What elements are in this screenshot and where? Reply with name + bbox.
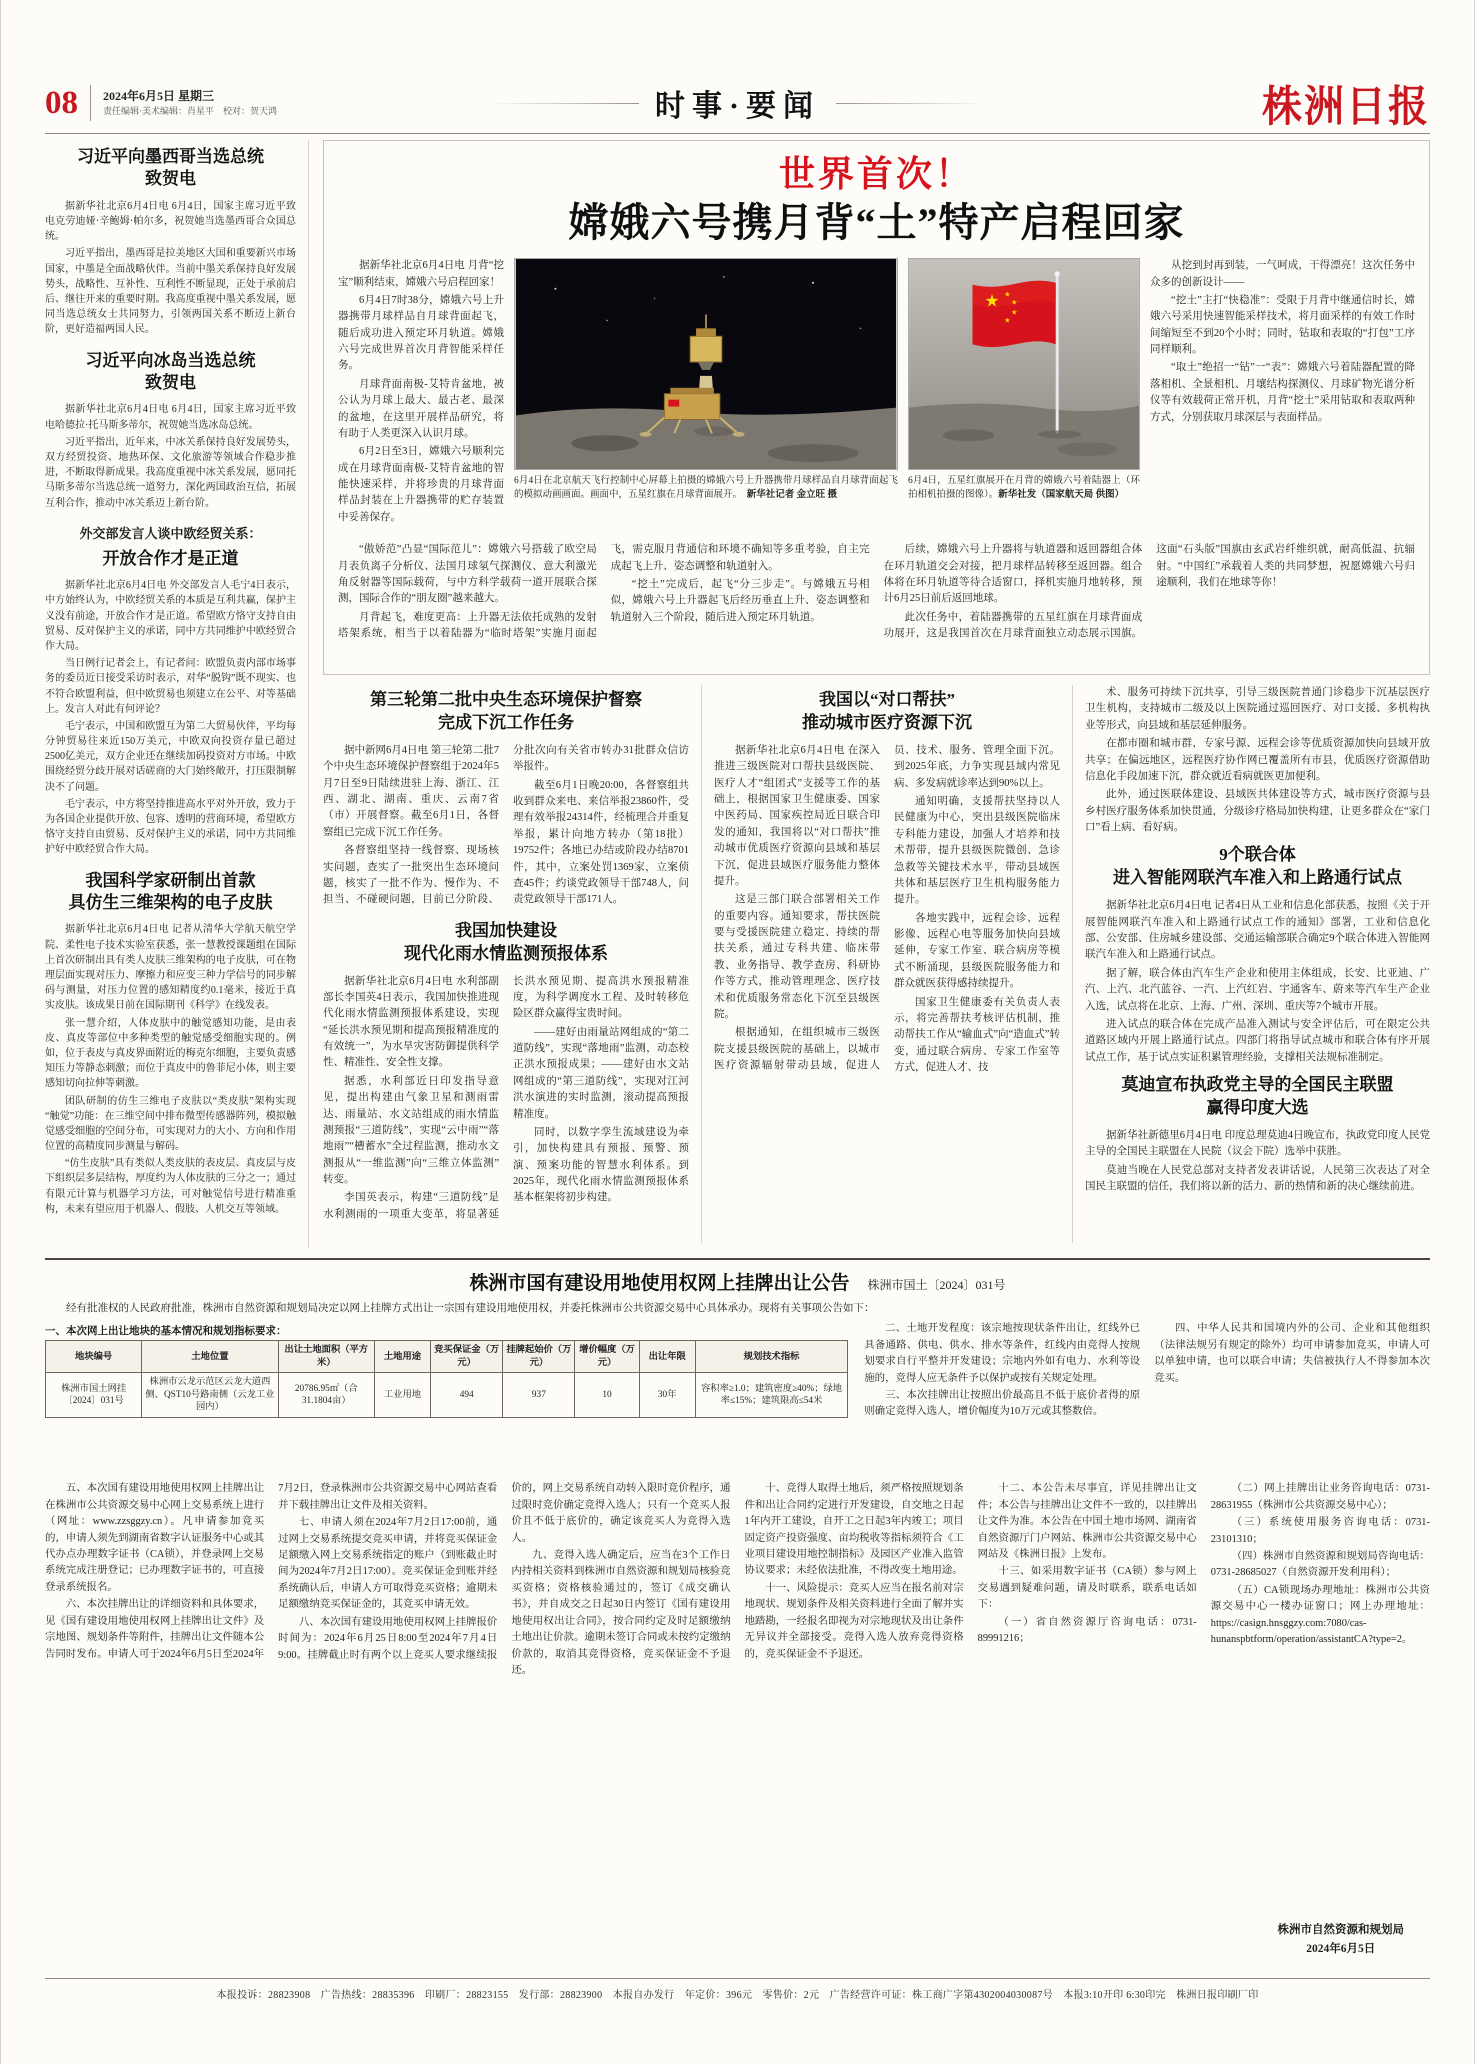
- middle-column-1: [323, 685, 701, 1243]
- story-photo-row: [338, 258, 1415, 534]
- paragraph: 根据通知，在组织城市三级医院支援县级医院的基础上，以城市医疗资源辐射带动县域，促进人员、技术、服务、管理全面下沉。到2025年底，力争实现县域内常见病、多发病就诊率达到90%以上。: [714, 744, 1060, 1071]
- table-header-cell: 增价幅度（万元）: [575, 1341, 639, 1373]
- paragraph: 十一、风险提示：竞买人应当在报名前对宗地现状、规划条件及相关资料进行全面了解并实地踏勘，一经报名即视为对宗地现状及出让条件无异议并全部接受。竞得入选人放弃竞得资格的，竞买保证金不予退还。: [744, 1582, 964, 1660]
- table-cell: 容积率≥1.0；建筑密度≥40%；绿地率≤15%；建筑限高≤54米: [695, 1373, 848, 1418]
- paragraph: 进入试点的联合体在完成产品准入测试与安全评估后，可在限定公共道路区域内开展上路通行试点。四部门将指导试点城市和联合体有序开展试点工作，基于试点实证积累管理经验，支撑相关法规标准制定。: [1085, 1018, 1430, 1063]
- paragraph: 李国英表示，构建“三道防线”是水利测雨的一项重大变革，将显著延长洪水预见期、提高洪水预报精准度，为科学调度水工程、及时转移危险区群众赢得宝贵时间。: [323, 975, 689, 1220]
- paragraph: 习近平指出，墨西哥是拉美地区大国和重要新兴市场国家，中墨是全面战略伙伴。当前中墨关系保持良好发展势头，战略性、互补性、互利性不断显现，正处于承前启后、继往开来的重要时期。我高度重视中墨关系发展，愿同当选总统女士共同努力，引领两国关系不断迈上新台阶，更好造福两国人民。: [45, 248, 296, 336]
- paragraph: 此次任务中，着陆器携带的五星红旗在月球背面成功展开，这是我国首次在月球背面独立动态展示国旗。这面“石头版”国旗由玄武岩纤维织就，耐高低温、抗辐射。“中国红”承载着人类的共同梦想，祝愿嫦娥六号归途顺利，我们在地球等你！: [883, 544, 1415, 640]
- paragraph: 据新华社北京6月4日电 6月4日，国家主席习近平致电克劳迪娅·辛鲍姆·帕尔多，祝贺她当选墨西哥合众国总统。: [45, 200, 296, 243]
- table-header-cell: 竞买保证金（万元）: [431, 1341, 503, 1373]
- table-header-cell: 挂牌起始价（万元）: [503, 1341, 575, 1373]
- svg-text:★: ★: [1004, 291, 1011, 299]
- medical-article-continued: [1085, 685, 1430, 836]
- paragraph: 6月2日至3日，嫦娥六号顺利完成在月球背面南极-艾特肯盆地的智能快速采样，并将珍贵的月球背面样品封装在上升器携带的贮存装置中妥善保存。: [338, 446, 504, 523]
- article-body: [45, 199, 296, 338]
- article-title: 我国加快建设 现代化雨水情监测预报体系: [404, 920, 608, 963]
- article-modi-election: [1085, 1074, 1430, 1195]
- paragraph: 6月4日7时38分，嫦娥六号上升器携带月球样品自月球背面起飞，随后成功进入预定环月轨道。嫦娥六号完成世界首次月背智能采样任务。: [338, 294, 504, 372]
- article-title: 我国科学家研制出首款 具仿生三维架构的电子皮肤: [68, 870, 273, 912]
- paragraph: 毛宁表示，中国和欧盟互为第二大贸易伙伴，平均每分钟贸易往来近150万美元，中欧双向投资存量已超过2500亿美元，双方企业还在继续加码投资对方市场。中欧围绕经贸分歧开展对话磋商的大门始终敞开，打压限制解决不了问题。: [45, 720, 296, 793]
- paragraph: 从挖到封再到装，一气呵成，干得漂亮！这次任务中众多的创新设计——: [1150, 260, 1415, 288]
- decorative-line-left: [489, 103, 639, 104]
- article-title: 莫迪宣布执政党主导的全国民主联盟 赢得印度大选: [1121, 1075, 1394, 1117]
- page-number: 08: [45, 84, 78, 121]
- main-story-change6: [323, 140, 1430, 675]
- middle-column-2: [701, 685, 1073, 1243]
- paragraph: 二、土地开发程度：该宗地按现状条件出让，红线外已具备通路、供电、供水、排水等条件，红线内由竞得人按规划要求自行平整并开发建设；宗地内外如有电力、水利等设施的，竞得人应无条件予以保护或按有关规定处理。: [864, 1323, 1141, 1384]
- paragraph: 据了解，联合体由汽车生产企业和使用主体组成，长安、比亚迪、广汽、上汽、北汽蓝谷、一汽、上汽红岩、宇通客车、蔚来等汽车生产企业入选，试点将在北京、上海、广州、深圳、重庆等7个城市开展。: [1085, 967, 1430, 1012]
- flag-photo-caption: 6月4日，五星红旗展开在月背的嫦娥六号着陆器上（环拍相机拍摄的图像）。新华社发（国家航天局 供图）: [908, 476, 1140, 501]
- article-title: 习近平向墨西哥当选总统 致贺电: [77, 147, 264, 189]
- paragraph: （四）株洲市自然资源和规划局咨询电话：0731-28685027（自然资源开发利用科）；: [1210, 1551, 1430, 1579]
- paragraph: 七、申请人须在2024年7月2日17:00前，通过网上交易系统提交竞买申请，并将竞买保证金足额缴入网上交易系统指定的账户（到账截止时间为2024年7月2日17:00）。竞买保证金到账并经系统确认后，申请人方可取得竞买资格；逾期未足额缴纳竞买保证金的，其竞买申请无效。: [278, 1517, 498, 1611]
- table-header-row: [46, 1341, 848, 1373]
- paragraph: 莫迪当晚在人民党总部对支持者发表讲话说，人民第三次表达了对全国民主联盟的信任，我们将以新的活力、新的热情和新的决心继续前进。: [1085, 1164, 1430, 1192]
- paragraph: 毛宁表示，中方将坚持推进高水平对外开放，致力于为各国企业提供开放、包容、透明的营商环境，希望欧方恪守支持自由贸易、反对保护主义的承诺，同中方共同维护好中欧经贸合作大局。: [45, 798, 296, 856]
- table-header-cell: 地块编号: [46, 1341, 142, 1373]
- svg-text:★: ★: [1004, 317, 1011, 325]
- paragraph: “仿生皮肤”具有类似人类皮肤的表皮层、真皮层与皮下组织层多层结构，厚度约为人体皮肤的三分之一；通过有限元计算与机器学习方法，可对触觉信号进行精准重构，未来有望应用于机器人、假肢、人机交互等领域。: [45, 1158, 296, 1215]
- article-eco-inspection: [323, 689, 689, 910]
- flag-big-star: ★: [984, 291, 1000, 311]
- paragraph: （一）省自然资源厅咨询电话：0731-89991216；: [977, 1616, 1197, 1645]
- article-title: 习近平向冰岛当选总统 致贺电: [85, 350, 256, 392]
- paragraph: 术、服务可持续下沉共享，引导三级医院普通门诊稳步下沉基层医疗卫生机构，支持城市二级及以上医院通过巡回医疗、对口支援、多机构执业等形式，向县域和基层延伸服务。: [1085, 687, 1430, 731]
- paragraph: 据新华社北京6月4日电 6月4日，国家主席习近平致电哈德拉·托马斯多蒂尔，祝贺她当选冰岛总统。: [45, 404, 296, 431]
- table-header-cell: 土地用途: [374, 1341, 430, 1373]
- moon-lander-photo: [514, 258, 898, 470]
- article-body: [323, 974, 689, 1224]
- table-cell: 20786.95㎡（合31.1804亩）: [278, 1373, 374, 1418]
- paragraph: 据悉，水利部近日印发指导意见，提出构建由气象卫星和测雨雷达、雨量站、水文站组成的雨水情监测预报“三道防线”，实现“云中雨”“落地雨”“槽蓄水”全过程监测，推动水文测报从“一维监测”向“三维立体监测”转变。: [323, 1075, 499, 1185]
- article-electronic-skin: [45, 870, 296, 1217]
- paragraph: “挖土”主打“快稳准”：受限于月背中继通信时长，嫦娥六号采用快速智能采样技术，将月面采样的有效工作时间缩短至不到20个小时；同时，钻取和表取的“打包”工序同样顺利。: [1150, 294, 1415, 356]
- date-block: [103, 88, 277, 118]
- article-title: 开放合作才是正道: [102, 548, 239, 568]
- article-body: [1085, 1128, 1430, 1196]
- table-header-cell: 土地位置: [142, 1341, 278, 1373]
- paragraph: 据新华社北京6月4日电 在深入推进三级医院对口帮扶县级医院、医疗人才“组团式”支援等工作的基础上，根据国家卫生健康委、国家中医药局、国家疾控局近日联合印发的通知，我国将以“对口帮扶”推动城市优质医疗资源向县域和基层下沉，促进县域医疗服务能力整体提升。: [714, 744, 880, 887]
- paragraph: “傲娇范”凸显“国际范儿”：嫦娥六号搭载了欧空局月表负离子分析仪、法国月球氡气探测仪、意大利激光角反射器等国际载荷，与中方科学载荷一道开展联合探测，国际合作的“朋友圈”越来越大。: [338, 544, 597, 605]
- notice-intro: 经有批准权的人民政府批准，株洲市自然资源和规划局决定以网上挂牌方式出让一宗国有建设用地使用权，并委托株洲市公共资源交易中心具体承办。现将有关事项公告如下：: [66, 1303, 875, 1314]
- notice-doc-number: 株洲市国土〔2024〕031号: [867, 1278, 1006, 1292]
- article-body: [1085, 898, 1430, 1066]
- story-kicker: 世界首次！: [778, 154, 974, 194]
- article-xi-mexico: [45, 146, 296, 338]
- paragraph: 据新华社北京6月4日电 水利部副部长李国英4日表示，我国加快推进现代化雨水情监测预报体系建设，实现“延长洪水预见期和提高预报精准度的有效统一”，为水旱灾害防御提供科学性、精准性、安全性支撑。: [323, 975, 499, 1069]
- article-body: [714, 743, 1060, 1077]
- article-mofa-eu-trade: [45, 523, 296, 858]
- article-xi-iceland: [45, 350, 296, 511]
- date-line: 2024年6月5日 星期三: [103, 88, 215, 103]
- article-body: [323, 743, 689, 910]
- land-auction-notice: [45, 1258, 1430, 1970]
- left-column: [45, 140, 309, 1248]
- story-bottom-columns: [338, 542, 1415, 675]
- paragraph: 团队研制的仿生三维电子皮肤以“类皮肤”架构实现“触觉”功能：在三维空间中排布微型传感器阵列，模拟触觉感受细胞的空间分布，可实现对力的大小、方向和作用位置的高精度同步测量与解码。: [45, 1095, 296, 1153]
- paragraph: 通知明确，支援帮扶坚持以人民健康为中心，突出县级医院临床专科能力建设，加强人才培养和技术帮带，提升县级医院微创、急诊急救等关键技术水平，带动县域医共体和基层医疗卫生机构服务能力提升。: [894, 796, 1060, 906]
- land-parcel-table: [45, 1340, 848, 1418]
- lander-photo-figure: [514, 258, 898, 534]
- article-title: 9个联合体 进入智能网联汽车准入和上路通行试点: [1113, 845, 1402, 888]
- notice-section-1: 一、本次网上出让地块的基本情况和规划指标要求：: [45, 1326, 287, 1338]
- page-content: [45, 140, 1430, 1248]
- table-cell: 工业用地: [374, 1373, 430, 1418]
- notice-sign-date: 2024年6月5日: [1306, 1943, 1376, 1956]
- article-body: [45, 578, 296, 857]
- header-right: [1100, 75, 1430, 132]
- flag-photo-figure: [908, 258, 1140, 534]
- notice-middle: [45, 1321, 1430, 1473]
- section-title-wrap: [375, 81, 1100, 125]
- table-cell: 株洲市云龙示范区云龙大道西侧、QST10号路南侧（云龙工业园内）: [142, 1373, 278, 1418]
- paragraph: （三）系统使用服务咨询电话：0731-23101310；: [1210, 1517, 1430, 1545]
- article-title: 我国以“对口帮扶” 推动城市医疗资源下沉: [802, 690, 972, 732]
- paragraph: 据新华社北京6月4日电 记者4日从工业和信息化部获悉，按照《关于开展智能网联汽车准入和上路通行试点工作的通知》部署，工业和信息化部、公安部、住房城乡建设部、交通运输部联合确定9个联合体进入智能网联汽车准入和上路通行试点。: [1085, 900, 1430, 961]
- paragraph: 月球背面南极-艾特肯盆地，被公认为月球上最大、最古老、最深的盆地，在这里开展样品研究，将有助于人类更深入认识月球。: [338, 378, 504, 439]
- article-body: [45, 402, 296, 510]
- paragraph: 四、中华人民共和国境内外的公司、企业和其他组织（法律法规另有规定的除外）均可申请参加竞买，申请人可以单独申请，也可以联合申请；失信被执行人不得参加本次竞买。: [1154, 1323, 1430, 1384]
- decorative-line-right: [836, 103, 986, 104]
- header-rule: [45, 133, 1430, 134]
- paragraph: 据新华社北京6月4日电 记者从清华大学航天航空学院、柔性电子技术实验室获悉，张一慧教授课题组在国际上首次研制出具有类人皮肤三维架构的电子皮肤，可在物理层面实现对压力、摩擦力和应变三种力学信号的同步解码与测量，对压力位置的感知精度约0.1毫米，接近于真实皮肤。该成果日前在国际期刊《科学》在线发表。: [45, 924, 296, 1012]
- paragraph: 五、本次国有建设用地使用权网上挂牌出让在株洲市公共资源交易中心网上交易系统上进行（网址：www.zzsggzy.cn）。凡申请参加竞买的，申请人须先到湖南省数字认证服务中心或其代办点办理数字证书（CA锁），并登录网上交易系统完成注册登记；已办理数字证书的，可直接登录系统报名。: [45, 1483, 265, 1593]
- paragraph: 十三、如采用数字证书（CA锁）参与网上交易遇到疑难问题，请及时联系，联系电话如下：: [977, 1566, 1197, 1611]
- paragraph: 此外，通过医联体建设、县域医共体建设等方式，城市医疗资源与县乡村医疗服务体系加快贯通，分级诊疗格局加快构建，让更多群众在“家门口”看上病、看好病。: [1085, 789, 1430, 833]
- paragraph: 据新华社北京6月4日电 月背“挖宝”顺利结束，嫦娥六号启程回家！: [338, 260, 504, 288]
- table-cell: 30年: [639, 1373, 695, 1418]
- article-rainwater-monitoring: [323, 920, 689, 1224]
- notice-fine-print: [45, 1481, 1430, 1925]
- middle-band: [323, 685, 1430, 1243]
- paragraph: 九、竞得入选人确定后，应当在3个工作日内持相关资料到株洲市自然资源和规划局核验竞买资格；资格核验通过的，签订《成交确认书》，并自成交之日起30日内签订《国有建设用地使用权出让合同》，按合同约定及时足额缴纳土地出让价款。逾期未签订合同或未按约定缴纳价款的，取消其竞得资格，竞买保证金不予退还。: [511, 1550, 731, 1677]
- table-header-cell: 规划技术指标: [695, 1341, 848, 1373]
- lander-photo-caption: 6月4日在北京航天飞行控制中心屏幕上拍摄的嫦娥六号上升器携带月球样品自月球背面起飞的模拟动画画面。画面中，五星红旗在月球背面展开。 新华社记者 金立旺 摄: [514, 476, 898, 501]
- table-cell: 494: [431, 1373, 503, 1418]
- table-header-cell: 出让土地面积（平方米）: [278, 1341, 374, 1373]
- editor-line: 责任编辑·美术编辑：肖星平 校对：贺天鸿: [103, 106, 277, 117]
- svg-text:★: ★: [1011, 299, 1018, 307]
- notice-sections-top: [864, 1321, 1430, 1473]
- paragraph: 十、竞得人取得土地后，须严格按照规划条件和出让合同约定进行开发建设，自交地之日起1年内开工建设，自开工之日起3年内竣工；项目固定资产投资强度、亩均税收等指标须符合《工业项目建设用地控制指标》及园区产业准入监管协议要求；未经依法批准，不得改变土地用途。: [744, 1483, 964, 1577]
- table-row: [46, 1373, 848, 1418]
- flag-on-moon-photo: [908, 258, 1140, 470]
- notice-table-wrap: [45, 1321, 848, 1473]
- paragraph: （五）CA锁现场办理地址：株洲市公共资源交易中心一楼办证窗口；网上办理地址：https://casign.hnsggzy.com:7080/cas-hunanspbtform/operation/assistantCA?type=2。: [1210, 1584, 1430, 1646]
- paragraph: 八、本次国有建设用地使用权网上挂牌报价时间为：2024年6月25日8:00至2024年7月4日9:00。挂牌截止时有两个以上竞买人要求继续报价的，网上交易系统自动转入限时竞价程序，通过限时竞价确定竞得入选人；只有一个竞买人报价且不低于底价的，确定该竞买人为竞得入选人。: [278, 1483, 731, 1661]
- paragraph: 六、本次挂牌出让的详细资料和具体要求，见《国有建设用地使用权网上挂牌出让文件》及宗地图、规划条件等附件，挂牌出让文件随本公告同时发布。申请人可于2024年6月5日至2024年7月2日，登录株洲市公共资源交易中心网站查看并下载挂牌出让文件及相关资料。: [45, 1483, 498, 1660]
- paragraph: ——建好由雨量站网组成的“第二道防线”，实现“落地雨”监测，动态校正洪水预报成果；——建好由水文站网组成的“第三道防线”，实现对江河洪水演进的实时监测，滚动提高预报精准度。: [513, 1026, 689, 1120]
- header-left: [45, 85, 375, 121]
- paragraph: 十二、本公告未尽事宜，详见挂牌出让文件；本公告与挂牌出让文件不一致的，以挂牌出让文件为准。本公告在中国土地市场网、湖南省自然资源厅门户网站、株洲市公共资源交易中心网站及《株洲日报》上发布。: [977, 1483, 1197, 1561]
- paragraph: 各地实践中，远程会诊、远程影像、远程心电等服务加快向县域延伸，专家工作室、联合病房等模式不断涌现，县级医院服务能力和群众就医获得感持续提升。: [894, 912, 1060, 990]
- article-medical-resources: [714, 689, 1060, 1076]
- main-area: [309, 140, 1430, 1248]
- table-cell: 10: [575, 1373, 639, 1418]
- article-body: [45, 922, 296, 1217]
- notice-sign-org: 株洲市自然资源和规划局: [1277, 1923, 1404, 1936]
- paragraph: （二）网上挂牌出让业务咨询电话：0731-28631955（株洲市公共资源交易中心）；: [1210, 1483, 1430, 1511]
- header-divider: [90, 85, 91, 121]
- paragraph: 截至6月1日晚20:00，各督察组共收到群众来电、来信举报23860件，受理有效举报24314件，经梳理合并重复举报，累计向地方转办（第18批）19752件；各地已办结或阶段办结8701件，其中，立案处罚1369家，立案侦查45件；约谈党政领导干部748人，问责党政领导干部171人。: [513, 779, 689, 906]
- table-cell: 937: [503, 1373, 575, 1418]
- table-header-cell: 出让年限: [639, 1341, 695, 1373]
- notice-title-row: [45, 1268, 1430, 1295]
- story-headline: 嫦娥六号携月背“土”特产启程回家: [568, 200, 1185, 246]
- section-title: 时事·要闻: [654, 90, 820, 123]
- paragraph: “挖土”完成后，起飞“分三步走”。与嫦娥五号相似，嫦娥六号上升器起飞后经历垂直上升、姿态调整和轨道射入三个阶段，随后进入预定环月轨道。: [610, 578, 870, 623]
- paragraph: 同时，以数字孪生流域建设为牵引，加快构建具有预报、预警、预演、预案功能的智慧水利体系。到2025年，现代化雨水情监测预报体系基本框架将初步构建。: [513, 1126, 689, 1204]
- paragraph: 据中新网6月4日电 第三轮第二批7个中央生态环境保护督察组于2024年5月7日至9日陆续进驻上海、浙江、江西、湖北、湖南、重庆、云南7省（市）开展督察。截至6月1日，各督察组已完成下沉工作任务。: [323, 744, 499, 838]
- paragraph: 各督察组坚持一线督察、现场核实问题，查实了一批突出生态环境问题，核实了一批不作为、慢作为、不担当、不碰硬问题，目前已分阶段、分批次向有关省市转办31批群众信访举报件。: [323, 744, 689, 906]
- article-title: 第三轮第二批中央生态环境保护督察 完成下沉工作任务: [370, 690, 642, 732]
- paragraph: 据新华社北京6月4日电 外交部发言人毛宁4日表示，中方始终认为，中欧经贸关系的本质是互利共赢，保护主义没有前途，开放合作才是正道。希望欧方恪守支持自由贸易、反对保护主义的承诺，同中方共同维护中欧经贸合作大局。: [45, 580, 296, 652]
- notice-signature: [1278, 1921, 1405, 1960]
- paragraph: 张一慧介绍，人体皮肤中的触觉感知功能，是由表皮、真皮等部位中多种类型的触觉感受细胞实现的。例如，位于表皮与真皮界面附近的梅克尔细胞，主要负责感知压力等静态刺激；而位于真皮中的鲁菲尼小体，则主要感知切向拉伸等刺激。: [45, 1017, 296, 1090]
- notice-title: 株洲市国有建设用地使用权网上挂牌出让公告: [469, 1273, 850, 1294]
- story-column-left: [338, 258, 504, 534]
- paragraph: 当日例行记者会上，有记者问：欧盟负责内部市场事务的委员近日接受采访时表示，对华“脱钩”既不现实、也不符合欧盟利益，但中欧贸易也须建立在公平、对等基础上。发言人对此有何评论？: [45, 658, 296, 715]
- story-column-right: [1150, 258, 1415, 534]
- paragraph: “取土”绝招一“钻”一“表”：嫦娥六号着陆器配置的降落相机、全景相机、月壤结构探测仪、月球矿物光谱分析仪等有效载荷正常开机，月背“挖土”采用钻取和表取两种方式，分别获取月球深层与表面样品。: [1150, 362, 1415, 423]
- newspaper-masthead: 株洲日报: [1262, 82, 1430, 131]
- paragraph: 三、本次挂牌出让按照出价最高且不低于底价者得的原则确定竞得入选人，增价幅度为10万元或其整数倍。: [864, 1390, 1141, 1418]
- page-header: [45, 76, 1430, 130]
- middle-column-3: [1073, 685, 1430, 1243]
- article-smart-vehicles: [1085, 844, 1430, 1066]
- article-kicker: 外交部发言人谈中欧经贸关系：: [79, 525, 262, 541]
- paragraph: 在都市圈和城市群，专家号源、远程会诊等优质资源加快向县域开放共享；在偏远地区，远程医疗协作网已覆盖所有市县，优质医疗资源借助信息化手段加速下沉，群众就近看病就医更加便利。: [1085, 738, 1430, 782]
- paragraph: 据新华社新德里6月4日电 印度总理莫迪4日晚宣布，执政党印度人民党主导的全国民主联盟在人民院（议会下院）选举中获胜。: [1085, 1129, 1430, 1158]
- svg-text:★: ★: [1011, 309, 1018, 317]
- paragraph: 后续，嫦娥六号上升器将与轨道器和返回器组合体在环月轨道交会对接，把月球样品转移至返回器。组合体将在环月轨道等待合适窗口，择机实施月地转移，预计6月25日前后返回地球。: [883, 544, 1143, 605]
- table-cell: 株洲市国土网挂〔2024〕031号: [46, 1373, 142, 1418]
- page-footer: 本报投诉：28823908 广告热线：28835396 印刷厂：28823155 发行部：28823900 本报自办发行 年定价：396元 零售价：2元 广告经营许可证：株工商广字第4302004030087号 本报3:10开印 6:30印完 株洲日报印刷厂印: [45, 1978, 1430, 2001]
- paragraph: 这是三部门联合部署相关工作的重要内容。通知要求，帮扶医院要与受援医院建立稳定、持续的帮扶关系，通过专科共建、临床带教、业务指导、教学查房、科研协作等方式，推动管理理念、医疗技术和优质服务常态化下沉至县级医院。: [714, 894, 880, 1020]
- paragraph: 习近平指出，近年来，中冰关系保持良好发展势头，双方经贸投资、地热环保、文化旅游等领域合作稳步推进，不断取得新成果。我高度重视中冰关系发展，愿同托马斯多蒂尔当选总统一道努力，深化两国政治互信，拓展互利合作，推动中冰关系迈上新台阶。: [45, 436, 296, 509]
- paragraph: 月背起飞，难度更高：上升器无法依托成熟的发射塔架系统，相当于以着陆器为“临时塔架”实施月面起飞，需克服月背通信和环境不确知等多重考验，自主完成起飞上升、姿态调整和轨道射入。: [338, 544, 870, 640]
- paragraph: 国家卫生健康委有关负责人表示，将完善帮扶考核评估机制，推动帮扶工作从“输血式”向“造血式”转变，通过联合病房、专家工作室等方式，促进人才、技: [894, 996, 1060, 1073]
